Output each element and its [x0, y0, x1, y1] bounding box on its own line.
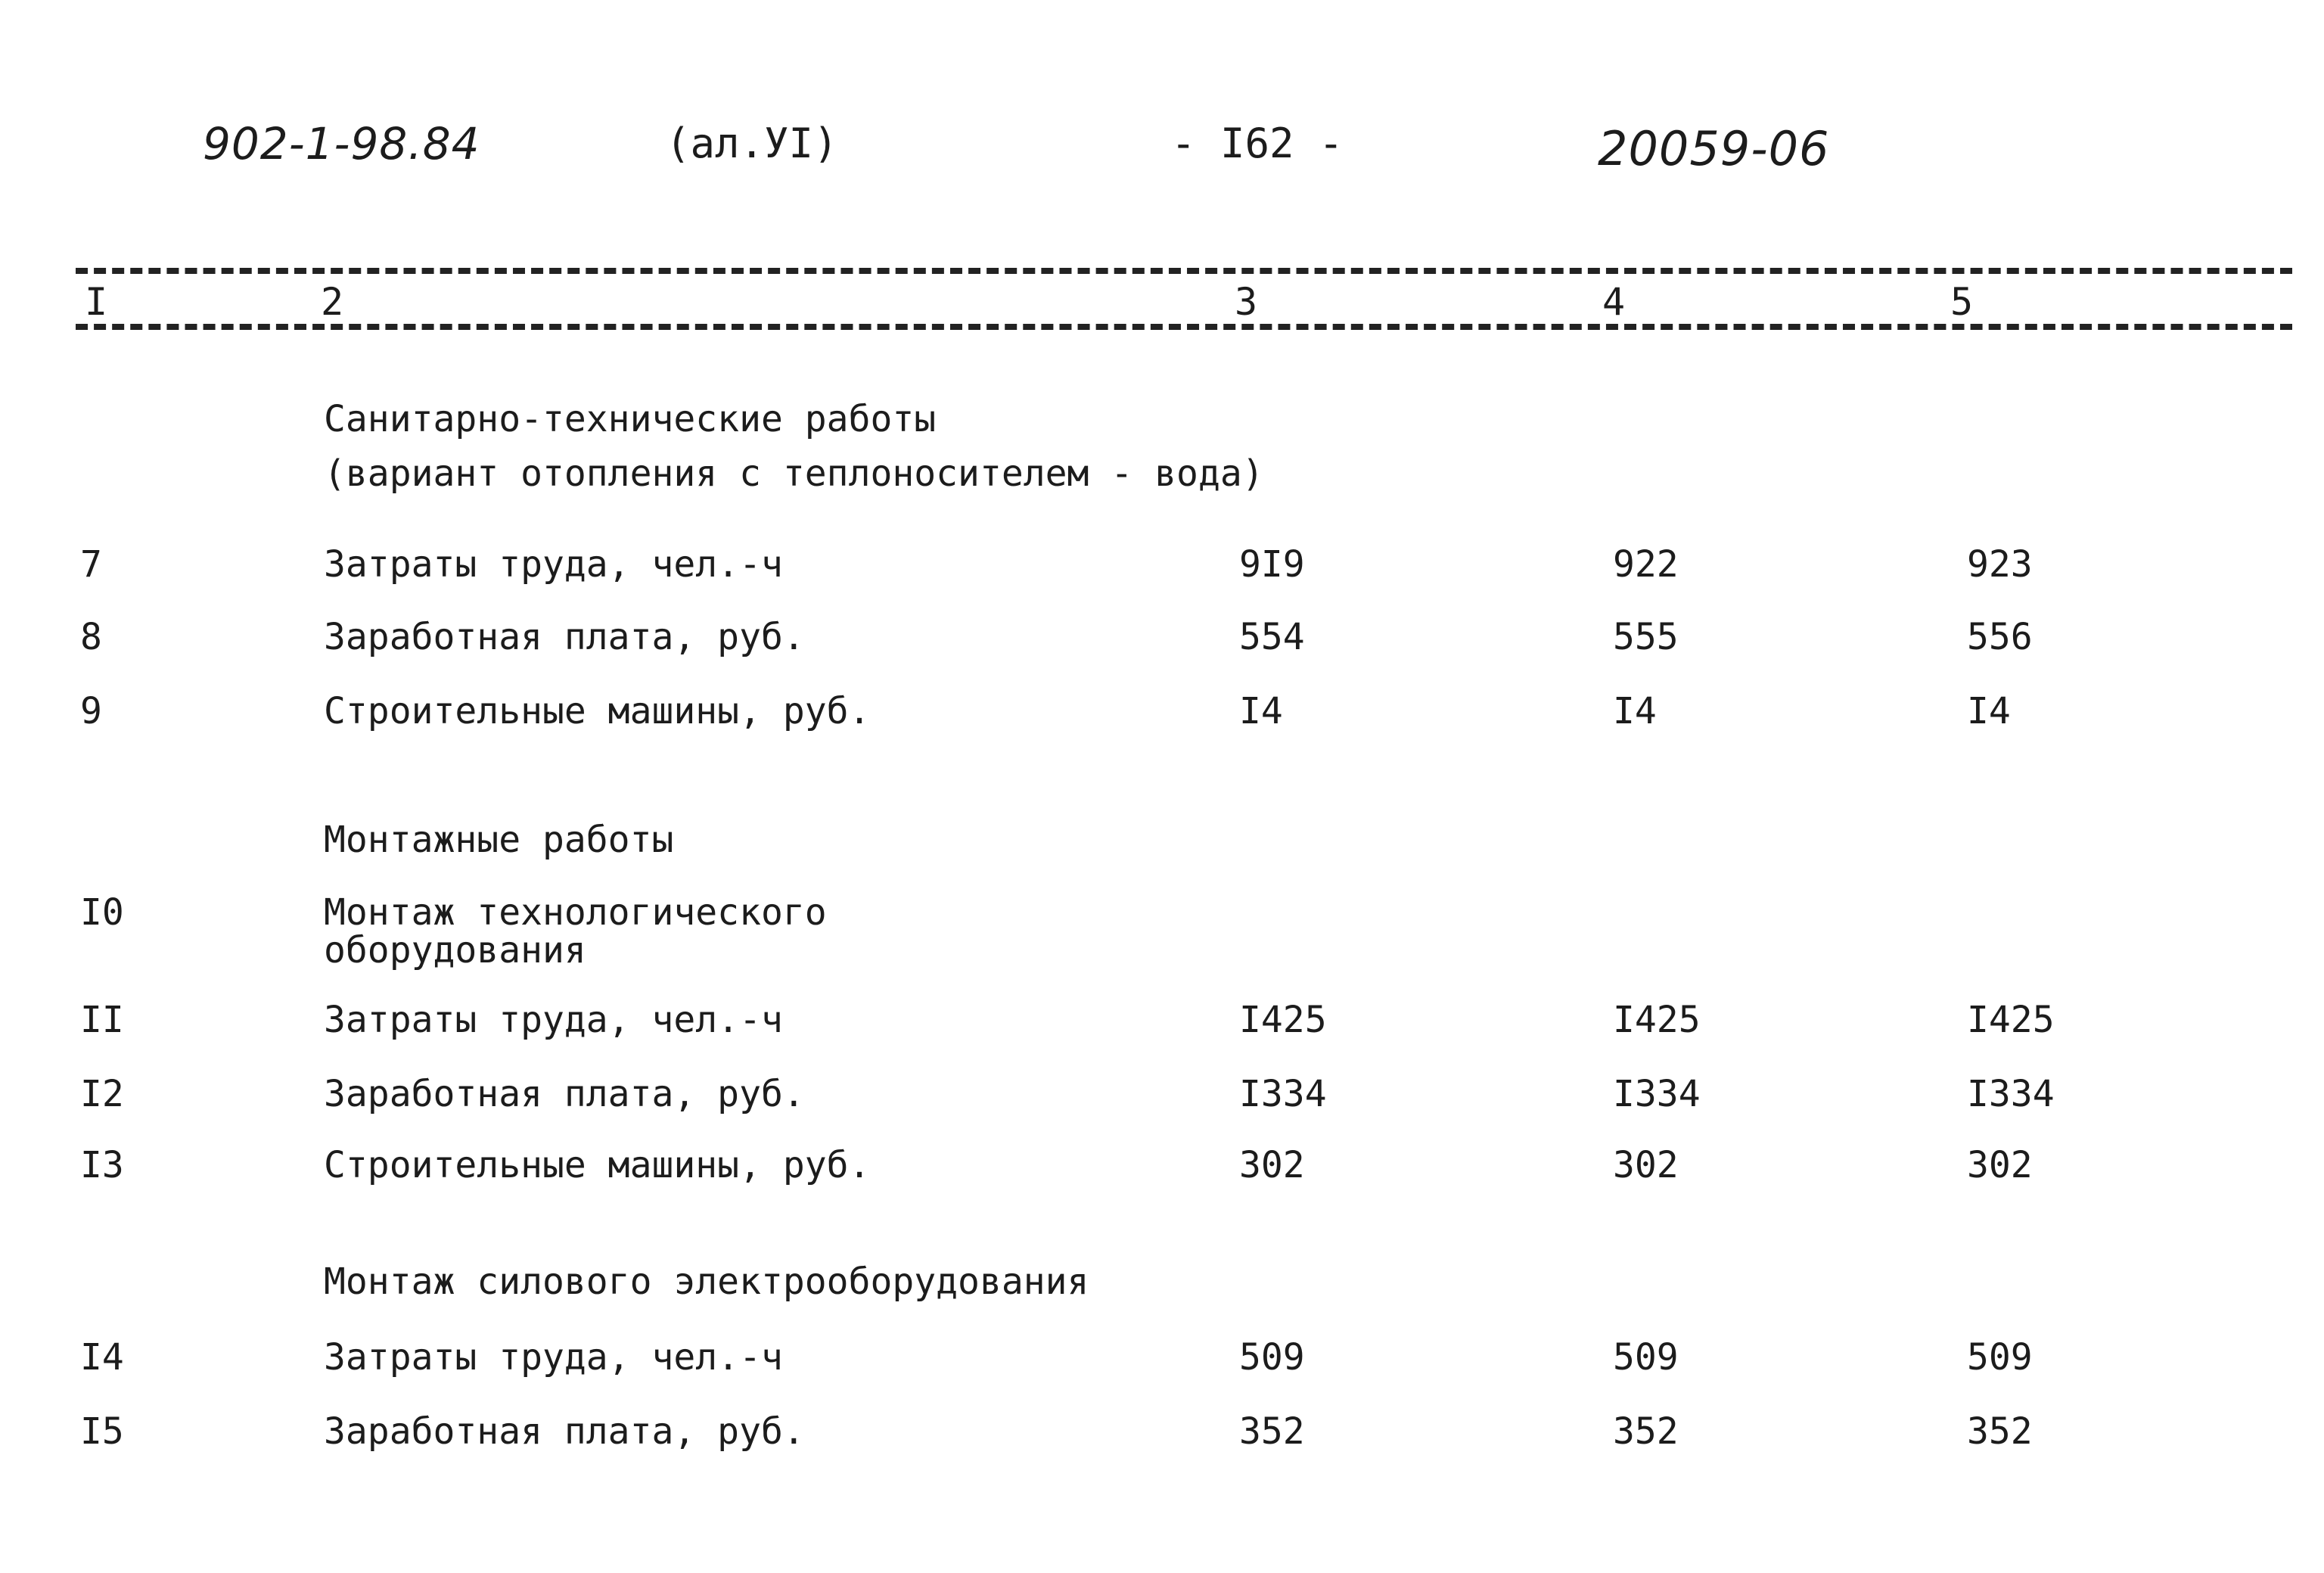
page-number: - I62 - — [1171, 120, 1344, 167]
section-title-electrical: Монтаж силового электрооборудования — [324, 1261, 1089, 1303]
cell-col4: I425 — [1613, 999, 1701, 1041]
cell-col4: I4 — [1613, 690, 1657, 732]
sheet-code: 20059-06 — [1598, 121, 1830, 176]
header-rule-top — [76, 268, 2292, 274]
cell-col3: I4 — [1239, 690, 1283, 732]
cell-col3: 554 — [1239, 616, 1305, 658]
cell-col5: 509 — [1967, 1336, 2033, 1379]
row-number: I5 — [80, 1410, 124, 1453]
row-label: Затраты труда, чел.-ч — [324, 543, 783, 586]
column-number-3: 3 — [1235, 280, 1258, 324]
row-label: Затраты труда, чел.-ч — [324, 999, 783, 1041]
row-label: Монтаж технологического — [324, 891, 827, 934]
cell-col5: I334 — [1967, 1073, 2055, 1115]
section-title-sanitary: Санитарно-технические работы — [324, 398, 937, 440]
row-number: I2 — [80, 1073, 124, 1115]
row-number: I0 — [80, 891, 124, 934]
cell-col5: 352 — [1967, 1410, 2033, 1453]
column-number-5: 5 — [1950, 280, 1974, 324]
cell-col5: I425 — [1967, 999, 2055, 1041]
cell-col3: I425 — [1239, 999, 1327, 1041]
column-number-4: 4 — [1602, 280, 1626, 324]
cell-col4: I334 — [1613, 1073, 1701, 1115]
row-label: Заработная плата, руб. — [324, 1410, 805, 1453]
row-number: 8 — [80, 616, 102, 658]
cell-col5: 923 — [1967, 543, 2033, 586]
cell-col5: 302 — [1967, 1144, 2033, 1186]
column-number-2: 2 — [321, 280, 344, 324]
cell-col5: I4 — [1967, 690, 2011, 732]
cell-col3: 509 — [1239, 1336, 1305, 1379]
row-label: Заработная плата, руб. — [324, 1073, 805, 1115]
document-code: 902-1-98.84 — [203, 118, 480, 169]
row-label: Строительные машины, руб. — [324, 690, 871, 732]
row-label: Строительные машины, руб. — [324, 1144, 871, 1186]
cell-col4: 302 — [1613, 1144, 1679, 1186]
section-title-assembly: Монтажные работы — [324, 819, 674, 861]
cell-col5: 556 — [1967, 616, 2033, 658]
cell-col3: 9I9 — [1239, 543, 1305, 586]
row-number: 9 — [80, 690, 102, 732]
cell-col4: 922 — [1613, 543, 1679, 586]
column-number-1: I — [85, 280, 108, 324]
row-label: Затраты труда, чел.-ч — [324, 1336, 783, 1379]
cell-col3: 352 — [1239, 1410, 1305, 1453]
section-subtitle-sanitary: (вариант отопления с теплоносителем - вода) — [324, 452, 1264, 495]
album-number: (ал.УI) — [666, 120, 838, 167]
cell-col4: 352 — [1613, 1410, 1679, 1453]
row-number: 7 — [80, 543, 102, 586]
cell-col3: 302 — [1239, 1144, 1305, 1186]
cell-col4: 555 — [1613, 616, 1679, 658]
cell-col3: I334 — [1239, 1073, 1327, 1115]
row-label: Заработная плата, руб. — [324, 616, 805, 658]
row-label-continuation: оборудования — [324, 929, 586, 971]
cell-col4: 509 — [1613, 1336, 1679, 1379]
row-number: II — [80, 999, 124, 1041]
row-number: I3 — [80, 1144, 124, 1186]
header-rule-bottom — [76, 324, 2292, 330]
row-number: I4 — [80, 1336, 124, 1379]
